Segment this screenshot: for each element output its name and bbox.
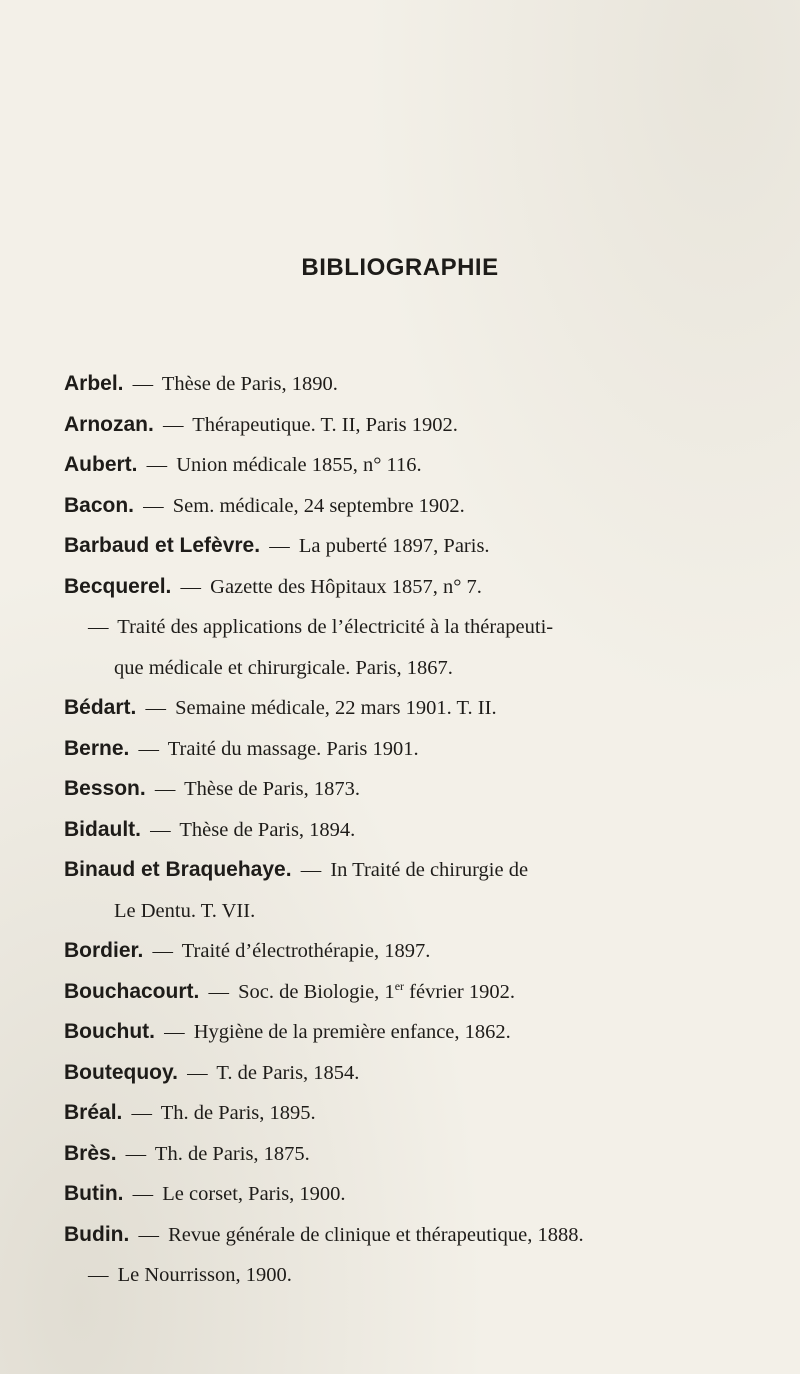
entry-dash: —: [150, 818, 171, 841]
bibliography-entry: [64, 1093, 764, 1134]
entry-reference: Th. de Paris, 1895.: [160, 1102, 316, 1124]
bibliography-sub-entry: [64, 607, 764, 648]
entry-reference-text: Soc. de Biologie, 1: [238, 980, 395, 1003]
entry-reference: Union médicale 1855, n° 116.: [176, 454, 422, 476]
bibliography-entry: [64, 445, 764, 486]
entry-author: Butin.: [64, 1182, 124, 1205]
bibliography-entry: [64, 1012, 764, 1053]
bibliography-sub-entry: [64, 1255, 764, 1296]
entry-author: Arbel.: [64, 372, 124, 395]
entry-dash: —: [88, 616, 109, 638]
entry-author: Besson.: [64, 777, 146, 800]
bibliography-continuation: [64, 648, 764, 689]
entry-dash: —: [143, 494, 164, 517]
entry-author: Bédart.: [64, 696, 137, 719]
entry-reference-continuation: que médicale et chirurgicale. Paris, 1867.: [114, 656, 453, 679]
entry-reference: Traité des applications de l’électricité à la thérapeuti-: [117, 616, 554, 638]
entry-dash: —: [152, 940, 173, 962]
entry-reference: Traité du massage. Paris 1901.: [167, 737, 419, 760]
bibliography-entry: [64, 729, 764, 770]
entry-reference: Sem. médicale, 24 septembre 1902.: [172, 494, 465, 517]
entry-dash: —: [138, 737, 159, 760]
entry-dash: —: [138, 1223, 159, 1246]
entry-reference: Semaine médicale, 22 mars 1901. T. II.: [175, 697, 497, 719]
bibliography-entry: [64, 567, 764, 608]
bibliography-entry: [64, 1215, 764, 1256]
entry-dash: —: [131, 1102, 152, 1124]
entry-reference: Thèse de Paris, 1894.: [179, 818, 356, 841]
entry-author: Binaud et Braquehaye.: [64, 858, 292, 881]
entry-dash: —: [187, 1061, 208, 1084]
entry-dash: —: [300, 859, 322, 881]
entry-reference: T. de Paris, 1854.: [216, 1061, 360, 1084]
bibliography-entry: [64, 364, 764, 405]
entry-reference: Traité d’électrothérapie, 1897.: [181, 940, 431, 962]
entry-dash: —: [146, 454, 168, 476]
entry-author: Arnozan.: [64, 412, 154, 436]
entry-reference: La puberté 1897, Paris.: [298, 535, 490, 557]
entry-author: Berne.: [64, 736, 130, 760]
entry-dash: —: [145, 697, 166, 719]
entry-author: Bidault.: [64, 817, 141, 841]
bibliography-entry: [64, 1134, 764, 1175]
entry-dash: —: [88, 1264, 109, 1286]
entry-dash: —: [162, 413, 184, 436]
bibliography-entry: [64, 405, 764, 446]
bibliography-entry: [64, 972, 764, 1013]
entry-reference-continuation: Le Dentu. T. VII.: [114, 899, 256, 922]
entry-reference: Gazette des Hôpitaux 1857, n° 7.: [210, 575, 482, 598]
entry-dash: —: [164, 1021, 185, 1043]
entry-author: Bréal.: [64, 1101, 123, 1124]
entry-dash: —: [180, 575, 202, 598]
entry-reference: Thérapeutique. T. II, Paris 1902.: [192, 413, 458, 436]
entry-author: Bouchut.: [64, 1020, 155, 1043]
entry-author: Aubert.: [64, 453, 138, 476]
entry-reference: In Traité de chirurgie de: [330, 859, 529, 881]
bibliography-continuation: [64, 891, 764, 932]
entry-reference: Thèse de Paris, 1873.: [184, 778, 361, 800]
bibliography-entry: [64, 526, 764, 567]
entry-dash: —: [154, 778, 176, 800]
ordinal-superscript: er: [394, 978, 405, 993]
bibliography-entry: [64, 931, 764, 972]
bibliography-entry: [64, 769, 764, 810]
entry-reference: Th. de Paris, 1875.: [154, 1142, 310, 1165]
entry-reference: Le Nourrisson, 1900.: [117, 1264, 292, 1286]
entry-dash: —: [125, 1142, 147, 1165]
entry-reference: [238, 978, 516, 1003]
bibliography-entry: [64, 1053, 764, 1094]
entry-author: Boutequoy.: [64, 1060, 178, 1084]
entry-author: Brès.: [64, 1141, 117, 1165]
entry-author: Barbaud et Lefèvre.: [64, 534, 261, 557]
entry-dash: —: [208, 980, 229, 1003]
entry-author: Bouchacourt.: [64, 979, 200, 1003]
entry-reference: Le corset, Paris, 1900.: [162, 1183, 346, 1205]
entry-reference: Revue générale de clinique et thérapeutique, 1888.: [168, 1223, 584, 1246]
bibliography-entry: [64, 486, 764, 527]
entry-reference: Hygiène de la première enfance, 1862.: [193, 1021, 511, 1043]
entry-author: Budin.: [64, 1222, 130, 1246]
bibliography-list: [64, 364, 764, 1296]
bibliography-entry: [64, 810, 764, 851]
entry-author: Bacon.: [64, 493, 135, 517]
page-title: BIBLIOGRAPHIE: [301, 254, 499, 281]
bibliography-entry: [64, 1174, 764, 1215]
entry-dash: —: [132, 1183, 154, 1205]
entry-dash: —: [132, 373, 154, 395]
bibliography-entry: [64, 850, 764, 891]
bibliography-entry: [64, 688, 764, 729]
entry-dash: —: [269, 535, 290, 557]
entry-reference-text: février 1902.: [404, 980, 516, 1003]
entry-author: Becquerel.: [64, 574, 172, 598]
entry-author: Bordier.: [64, 939, 144, 962]
entry-reference: Thèse de Paris, 1890.: [161, 373, 338, 395]
